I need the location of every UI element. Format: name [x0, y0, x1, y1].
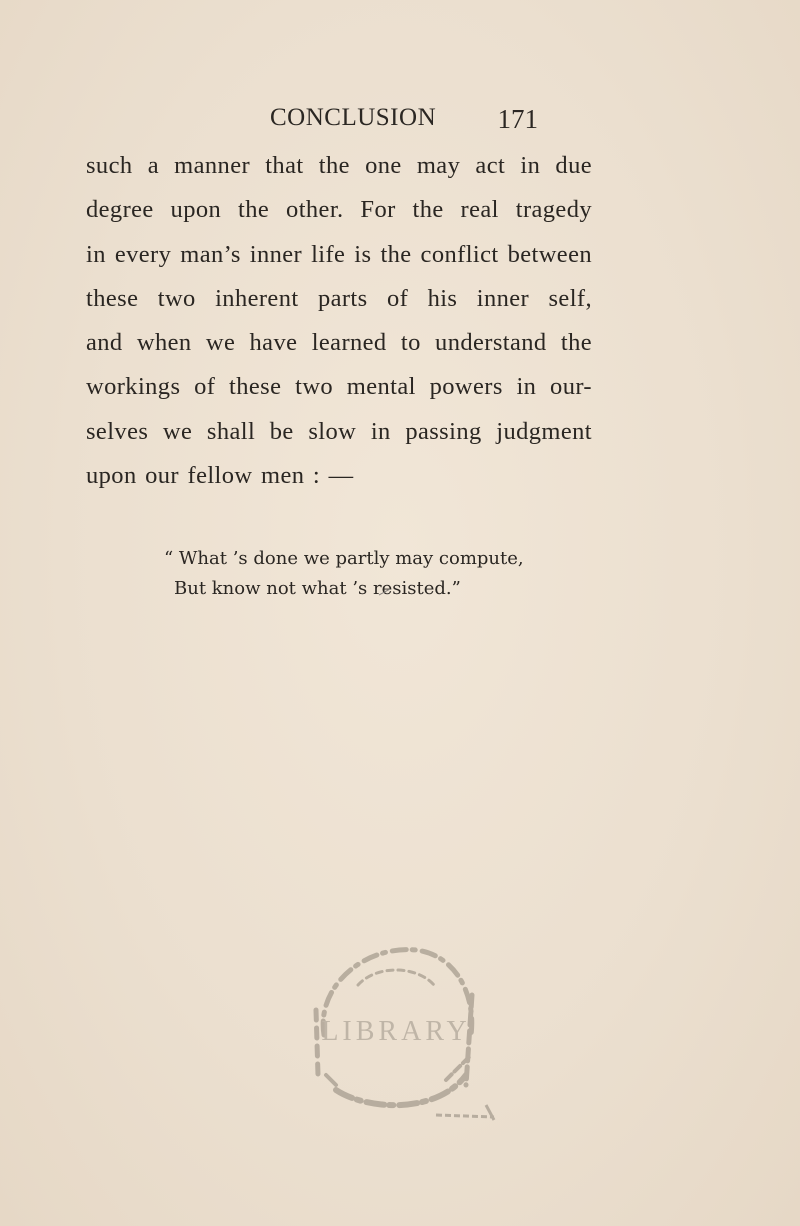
stamp-text: LIBRARY — [321, 1016, 471, 1047]
text-line: selves we shall be slow in passing judgment — [86, 417, 592, 445]
text-line: and when we have learned to understand the — [86, 329, 592, 357]
text-line: degree upon the other. For the real tragedy — [86, 196, 592, 224]
verse-quote — [164, 544, 564, 604]
running-head — [270, 104, 538, 140]
text-line: workings of these two mental powers in our- — [86, 373, 592, 401]
text-line: such a manner that the one may act in due — [86, 152, 592, 179]
text-line: in every man’s inner life is the conflict between — [86, 240, 592, 268]
text-line: these two inherent parts of his inner self, — [86, 284, 592, 312]
text-line: upon our fellow men : — — [86, 462, 354, 490]
quote-line: But know not what ’s resisted.” — [174, 578, 461, 599]
body-paragraph — [86, 144, 592, 498]
page-number: 171 — [497, 104, 538, 134]
library-stamp-icon — [296, 925, 496, 1125]
quote-line: “ What ’s done we partly may compute, — [164, 548, 524, 569]
pencil-mark-icon — [378, 588, 392, 596]
chapter-title: CONCLUSION — [270, 104, 437, 131]
